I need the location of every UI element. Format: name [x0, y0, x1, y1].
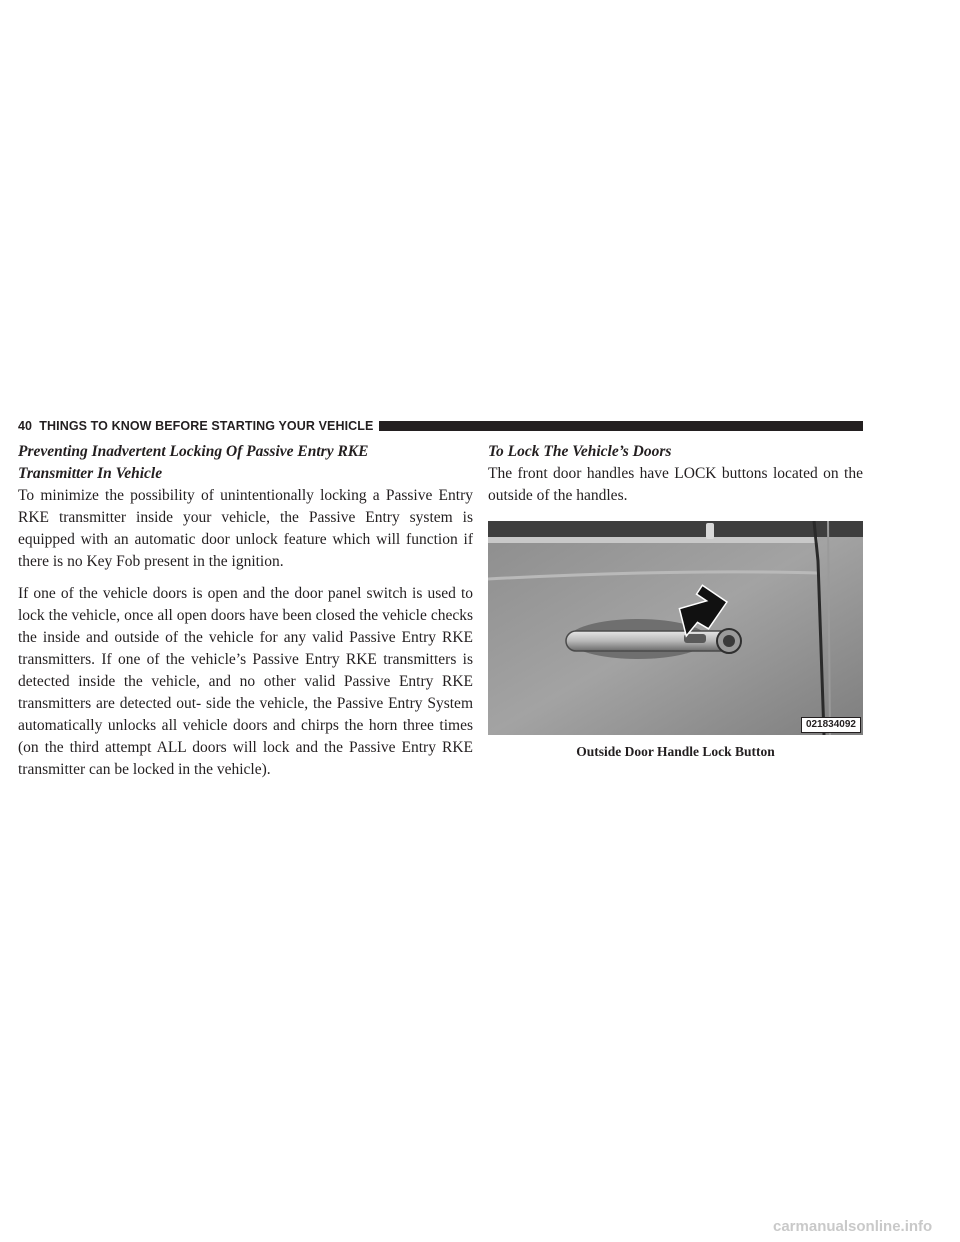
heading-line-2: Transmitter In Vehicle	[18, 465, 163, 482]
figure-code: 021834092	[801, 717, 861, 733]
page-number: 40	[18, 419, 33, 433]
paragraph-unlock-feature: To minimize the possibility of unintentionally locking a Passive Entry RKE transmitter inside your vehicle, the Passive Entry system is equipped with an automatic door unlock feature which will function if there is no Key Fob present in the ignition.	[18, 487, 473, 570]
door-handle-photo	[488, 521, 863, 735]
page-header-text	[18, 419, 373, 433]
paragraph-detection: If one of the vehicle doors is open and the door panel switch is used to lock the vehicle, once all open doors have been closed the vehicle checks the inside and outside of the vehicle for any valid Passive Entry RKE transmitters. If one of the vehicle’s Passive Entry RKE transmitters is detected inside the vehicle, and no other valid Passive Entry RKE transmitters are detected out- side the vehicle, the Passive Entry System automatically unlocks all vehicle doors and chirps the horn three times (on the third attempt ALL doors will lock and the Passive Entry RKE transmitter can be locked in the vehicle).	[18, 585, 473, 778]
heading-line-1: Preventing Inadvertent Locking Of Passive Entry RKE	[18, 443, 369, 460]
section-title: THINGS TO KNOW BEFORE STARTING YOUR VEHICLE	[39, 419, 374, 433]
header-rule	[379, 421, 863, 431]
door-handle-illustration	[488, 521, 863, 735]
left-column	[18, 441, 473, 781]
page-header	[18, 419, 863, 433]
figure-caption: Outside Door Handle Lock Button	[576, 744, 775, 759]
lock-doors-paragraph: The front door handles have LOCK buttons located on the outside of the handles.	[488, 465, 863, 504]
watermark: carmanualsonline.info	[773, 1218, 933, 1235]
lock-doors-heading: To Lock The Vehicle’s Doors	[488, 443, 672, 460]
section-heading	[18, 441, 473, 485]
right-column	[488, 441, 863, 760]
